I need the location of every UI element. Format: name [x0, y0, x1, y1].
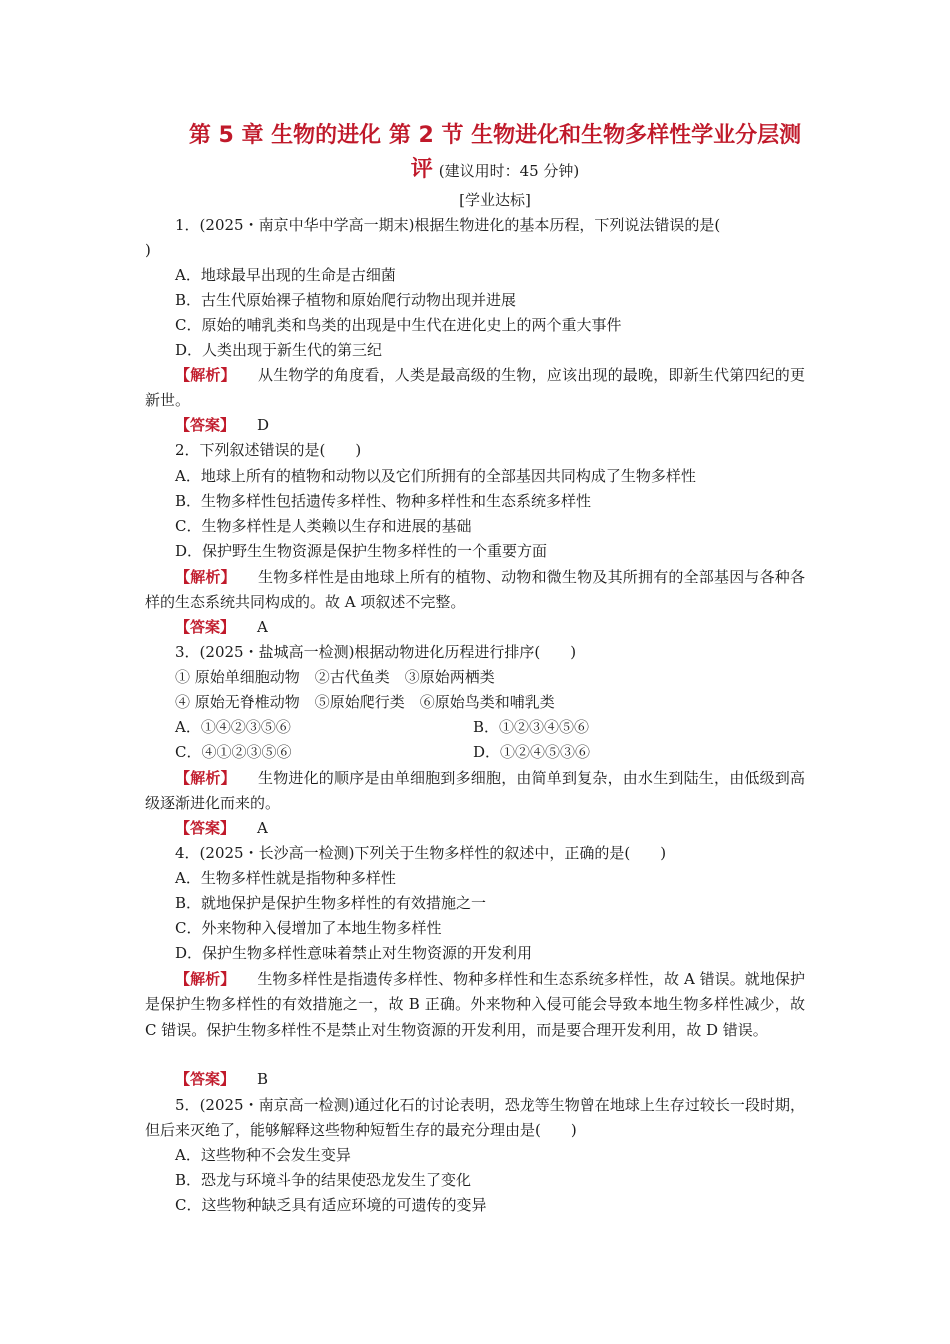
q1-answer-value: D: [257, 416, 270, 434]
q2-analysis: [145, 565, 805, 616]
q2-answer-label: 【答案】: [175, 618, 236, 636]
q2-option-d: D．保护野生生物资源是保护生物多样性的一个重要方面: [175, 542, 548, 560]
q3-option-b: B．①②③④⑤⑥: [473, 718, 590, 736]
q4-answer-value: B: [257, 1070, 269, 1088]
q2-option-b: B．生物多样性包括遗传多样性、物种多样性和生态系统多样性: [175, 492, 592, 510]
q4-option-d: D．保护生物多样性意味着禁止对生物资源的开发利用: [175, 944, 533, 962]
q2-analysis-label: 【解析】: [175, 568, 236, 586]
q4-option-b: B．就地保护是保护生物多样性的有效措施之一: [175, 894, 487, 912]
q3-option-a: A．①④②③⑤⑥: [175, 718, 291, 736]
q4-stem: 4．(2025・长沙高一检测)下列关于生物多样性的叙述中，正确的是( ): [175, 844, 667, 862]
q4-analysis-text: 生物多样性是指遗传多样性、物种多样性和生态系统多样性，故 A 错误。就地保护是保护生物多样性的有效措施之一，故 B 正确。外来物种入侵可能会导致本地生物多样性减少，故 C 错误。保护生物多样性不是禁止对生物资源的开发利用，而是要合理开发利用，故 D 错误。: [145, 970, 805, 1039]
q4-option-c: C．外来物种入侵增加了本地生物多样性: [175, 919, 442, 937]
q3-option-d: D．①②④⑤③⑥: [473, 743, 591, 761]
q3-items-line1: ① 原始单细胞动物 ②古代鱼类 ③原始两栖类: [175, 668, 495, 686]
q1-stem: 1．(2025・南京中华中学高一期末)根据生物进化的基本历程，下列说法错误的是(: [175, 216, 721, 234]
page-title-line1: 第 5 章 生物的进化 第 2 节 生物进化和生物多样性学业分层测: [188, 123, 802, 148]
q2-answer-value: A: [257, 618, 268, 636]
page-title-end: 评: [410, 157, 433, 182]
q5-option-a: A．这些物种不会发生变异: [175, 1146, 351, 1164]
q1-analysis-text: 从生物学的角度看，人类是最高级的生物，应该出现的最晚，即新生代第四纪的更新世。: [145, 366, 805, 410]
q3-option-c: C．④①②③⑤⑥: [175, 743, 292, 761]
q1-option-b: B．古生代原始裸子植物和原始爬行动物出现并进展: [175, 291, 517, 309]
q2-analysis-text: 生物多样性是由地球上所有的植物、动物和微生物及其所拥有的全部基因与各种各样的生态系统共同构成的。故 A 项叙述不完整。: [145, 568, 805, 612]
q5-option-b: B．恐龙与环境斗争的结果使恐龙发生了变化: [175, 1171, 472, 1189]
q3-analysis-text: 生物进化的顺序是由单细胞到多细胞，由简单到复杂，由水生到陆生，由低级到高级逐渐进化而来的。: [145, 769, 805, 813]
q4-option-a: A．生物多样性就是指物种多样性: [175, 869, 396, 887]
section-label: [学业达标]: [459, 191, 531, 209]
page-title-line2: [145, 155, 845, 186]
q1-stem-end: ): [145, 241, 151, 259]
q2-answer: [175, 616, 268, 638]
q1-option-c: C．原始的哺乳类和鸟类的出现是中生代在进化史上的两个重大事件: [175, 316, 622, 334]
q1-option-d: D．人类出现于新生代的第三纪: [175, 341, 383, 359]
q5-option-c: C．这些物种缺乏具有适应环境的可遗传的变异: [175, 1196, 487, 1214]
q1-option-a: A．地球最早出现的生命是古细菌: [175, 266, 396, 284]
q4-answer: [175, 1068, 268, 1090]
time-note: (建议用时：45 分钟): [438, 162, 580, 180]
q3-answer: [175, 817, 268, 839]
q2-stem: 2．下列叙述错误的是( ): [175, 441, 362, 459]
q5-stem: 5．(2025・南京高一检测)通过化石的讨论表明，恐龙等生物曾在地球上生存过较长一段时期，但后来灭绝了，能够解释这些物种短暂生存的最充分理由是( ): [145, 1096, 805, 1140]
q4-analysis: [145, 967, 805, 1043]
q3-stem: 3．(2025・盐城高一检测)根据动物进化历程进行排序( ): [175, 643, 577, 661]
q2-option-c: C．生物多样性是人类赖以生存和进展的基础: [175, 517, 472, 535]
q3-analysis-label: 【解析】: [175, 769, 236, 787]
q1-analysis-label: 【解析】: [175, 366, 236, 384]
q3-analysis: [145, 766, 805, 817]
q2-option-a: A．地球上所有的植物和动物以及它们所拥有的全部基因共同构成了生物多样性: [175, 467, 696, 485]
q1-answer: [175, 414, 269, 436]
q3-items-line2: ④ 原始无脊椎动物 ⑤原始爬行类 ⑥原始鸟类和哺乳类: [175, 693, 555, 711]
q3-answer-value: A: [257, 819, 268, 837]
q4-analysis-label: 【解析】: [175, 970, 236, 988]
q3-answer-label: 【答案】: [175, 819, 236, 837]
q1-analysis: [145, 363, 805, 414]
q1-answer-label: 【答案】: [175, 416, 236, 434]
q4-answer-label: 【答案】: [175, 1070, 236, 1088]
